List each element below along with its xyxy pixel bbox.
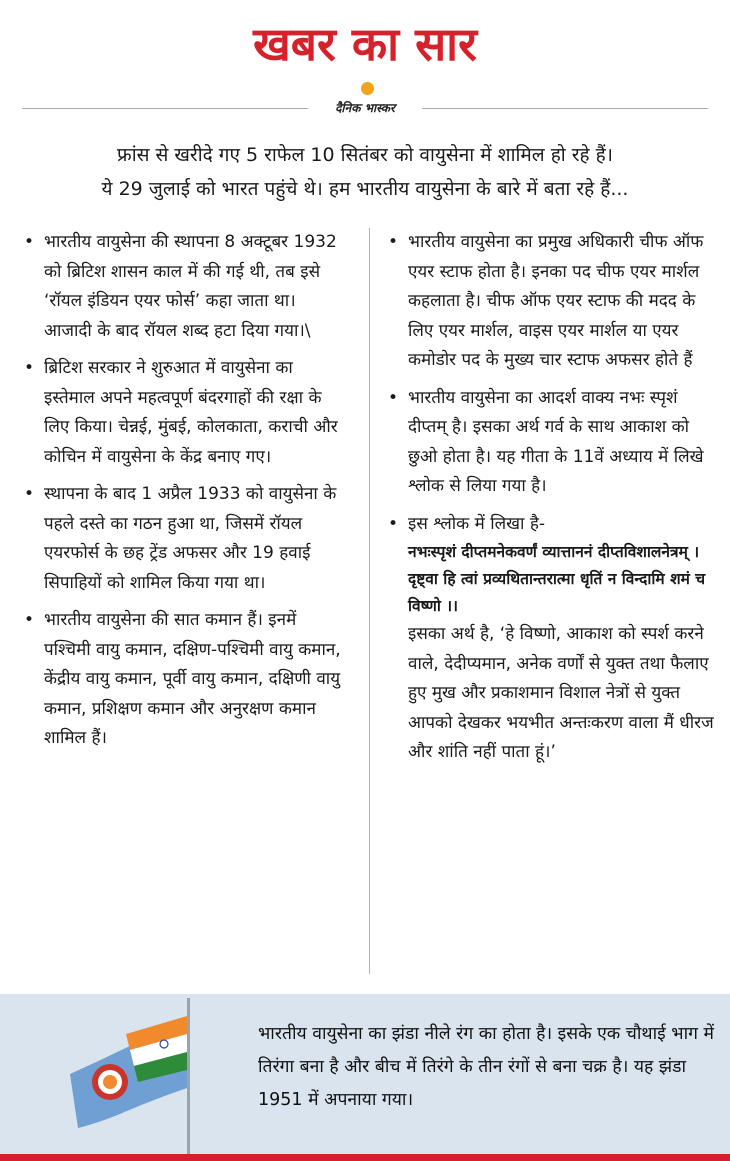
list-item: • भारतीय वायुसेना की स्थापना 8 अक्टूबर 1932 को ब्रिटिश शासन काल में की गई थी, तब इसे ‘रॉयल इंडियन एयर फोर्स’ कहा जाता था। आजादी के बाद रॉयल शब्द हटा दिया गया।\ [24, 228, 346, 346]
shloka-text: नभःस्पृशं दीप्तमनेकवर्णं व्यात्ताननं दीप्तविशालनेत्रम् । दृष्ट्वा हि त्वां प्रव्यथितान्तरात्मा धृतिं न विन्दामि शमं च विष्णो ।। [408, 543, 706, 615]
shloka-meaning: इसका अर्थ है, ‘हे विष्णो, आकाश को स्पर्श करने वाले, देदीप्यमान, अनेक वर्णों से युक्त तथा फैलाए हुए मुख और प्रकाशमान विशाल नेत्रों से युक्त आपको देखकर भयभीत अन्तःकरण वाला मैं धीरज और शांति नहीं पाता हूं।’ [408, 624, 714, 762]
list-item: • भारतीय वायुसेना की सात कमान हैं। इनमें पश्चिमी वायु कमान, दक्षिण-पश्चिमी वायु कमान, केंद्रीय वायु कमान, पूर्वी वायु कमान, दक्षिणी वायु कमान, प्रशिक्षण कमान और अनुरक्षण कमान शामिल हैं। [24, 606, 346, 754]
footer-bar [0, 1154, 730, 1161]
intro-text [20, 138, 710, 206]
flag-description: भारतीय वायुसेना का झंडा नीले रंग का होता है। इसके एक चौथाई भाग में तिरंगा बना है और बीच में तिरंगे के तीन रंगों से बना चक्र है। यह झंडा 1951 में अपनाया गया। [258, 1024, 714, 1110]
bullet-icon: • [24, 232, 35, 252]
bullet-icon: • [24, 358, 35, 378]
bullet-icon: • [388, 513, 399, 534]
bullet-icon: • [24, 610, 35, 630]
intro-line: फ्रांस से खरीदे गए 5 राफेल 10 सितंबर को वायुसेना में शामिल हो रहे हैं। [117, 144, 613, 166]
list-item: • ब्रिटिश सरकार ने शुरुआत में वायुसेना का इस्तेमाल अपने महत्वपूर्ण बंदरगाहों की रक्षा के लिए किया। चेन्नई, मुंबई, कोलकाता, कराची और कोचिन में वायुसेना के केंद्र बनाए गए। [24, 354, 346, 472]
brand-logo: दैनिक भास्कर [308, 96, 422, 120]
list-item: • स्थापना के बाद 1 अप्रैल 1933 को वायुसेना के पहले दस्ते का गठन हुआ था, जिसमें रॉयल एयरफोर्स के छह ट्रेंड अफसर और 19 हवाई सिपाहियों को शामिल किया गया था। [24, 480, 346, 598]
brand-logo-dot [361, 82, 374, 95]
right-column [388, 228, 718, 776]
list-item: • भारतीय वायुसेना का आदर्श वाक्य नभः स्पृशं दीप्तम् है। इसका अर्थ गर्व के साथ आकाश को छुओ होता है। यह गीता के 11वें अध्याय में लिखे श्लोक से लिया गया है। [388, 384, 718, 502]
air-force-flag-illustration [60, 996, 200, 1154]
intro-line: ये 29 जुलाई को भारत पहुंचे थे। हम भारतीय वायुसेना के बारे में बता रहे हैं... [101, 178, 629, 200]
flag-icon [60, 996, 200, 1154]
bullet-icon: • [24, 484, 35, 504]
left-column [24, 228, 346, 762]
shloka-intro: इस श्लोक में लिखा है- [408, 513, 546, 534]
page-title: खबर का सार [253, 17, 477, 71]
column-divider [369, 228, 370, 974]
shloka-item [388, 510, 718, 768]
bullet-icon: • [388, 232, 399, 252]
bullet-icon: • [388, 387, 399, 408]
list-item: • भारतीय वायुसेना का प्रमुख अधिकारी चीफ ऑफ एयर स्टाफ होता है। इनका पद चीफ एयर मार्शल कहलाता है। चीफ ऑफ एयर स्टाफ की मदद के लिए एयर मार्शल, वाइस एयर मार्शल या एयर कमोडोर पद के मुख्य चार स्टाफ अफसर होते हैं [388, 228, 718, 376]
